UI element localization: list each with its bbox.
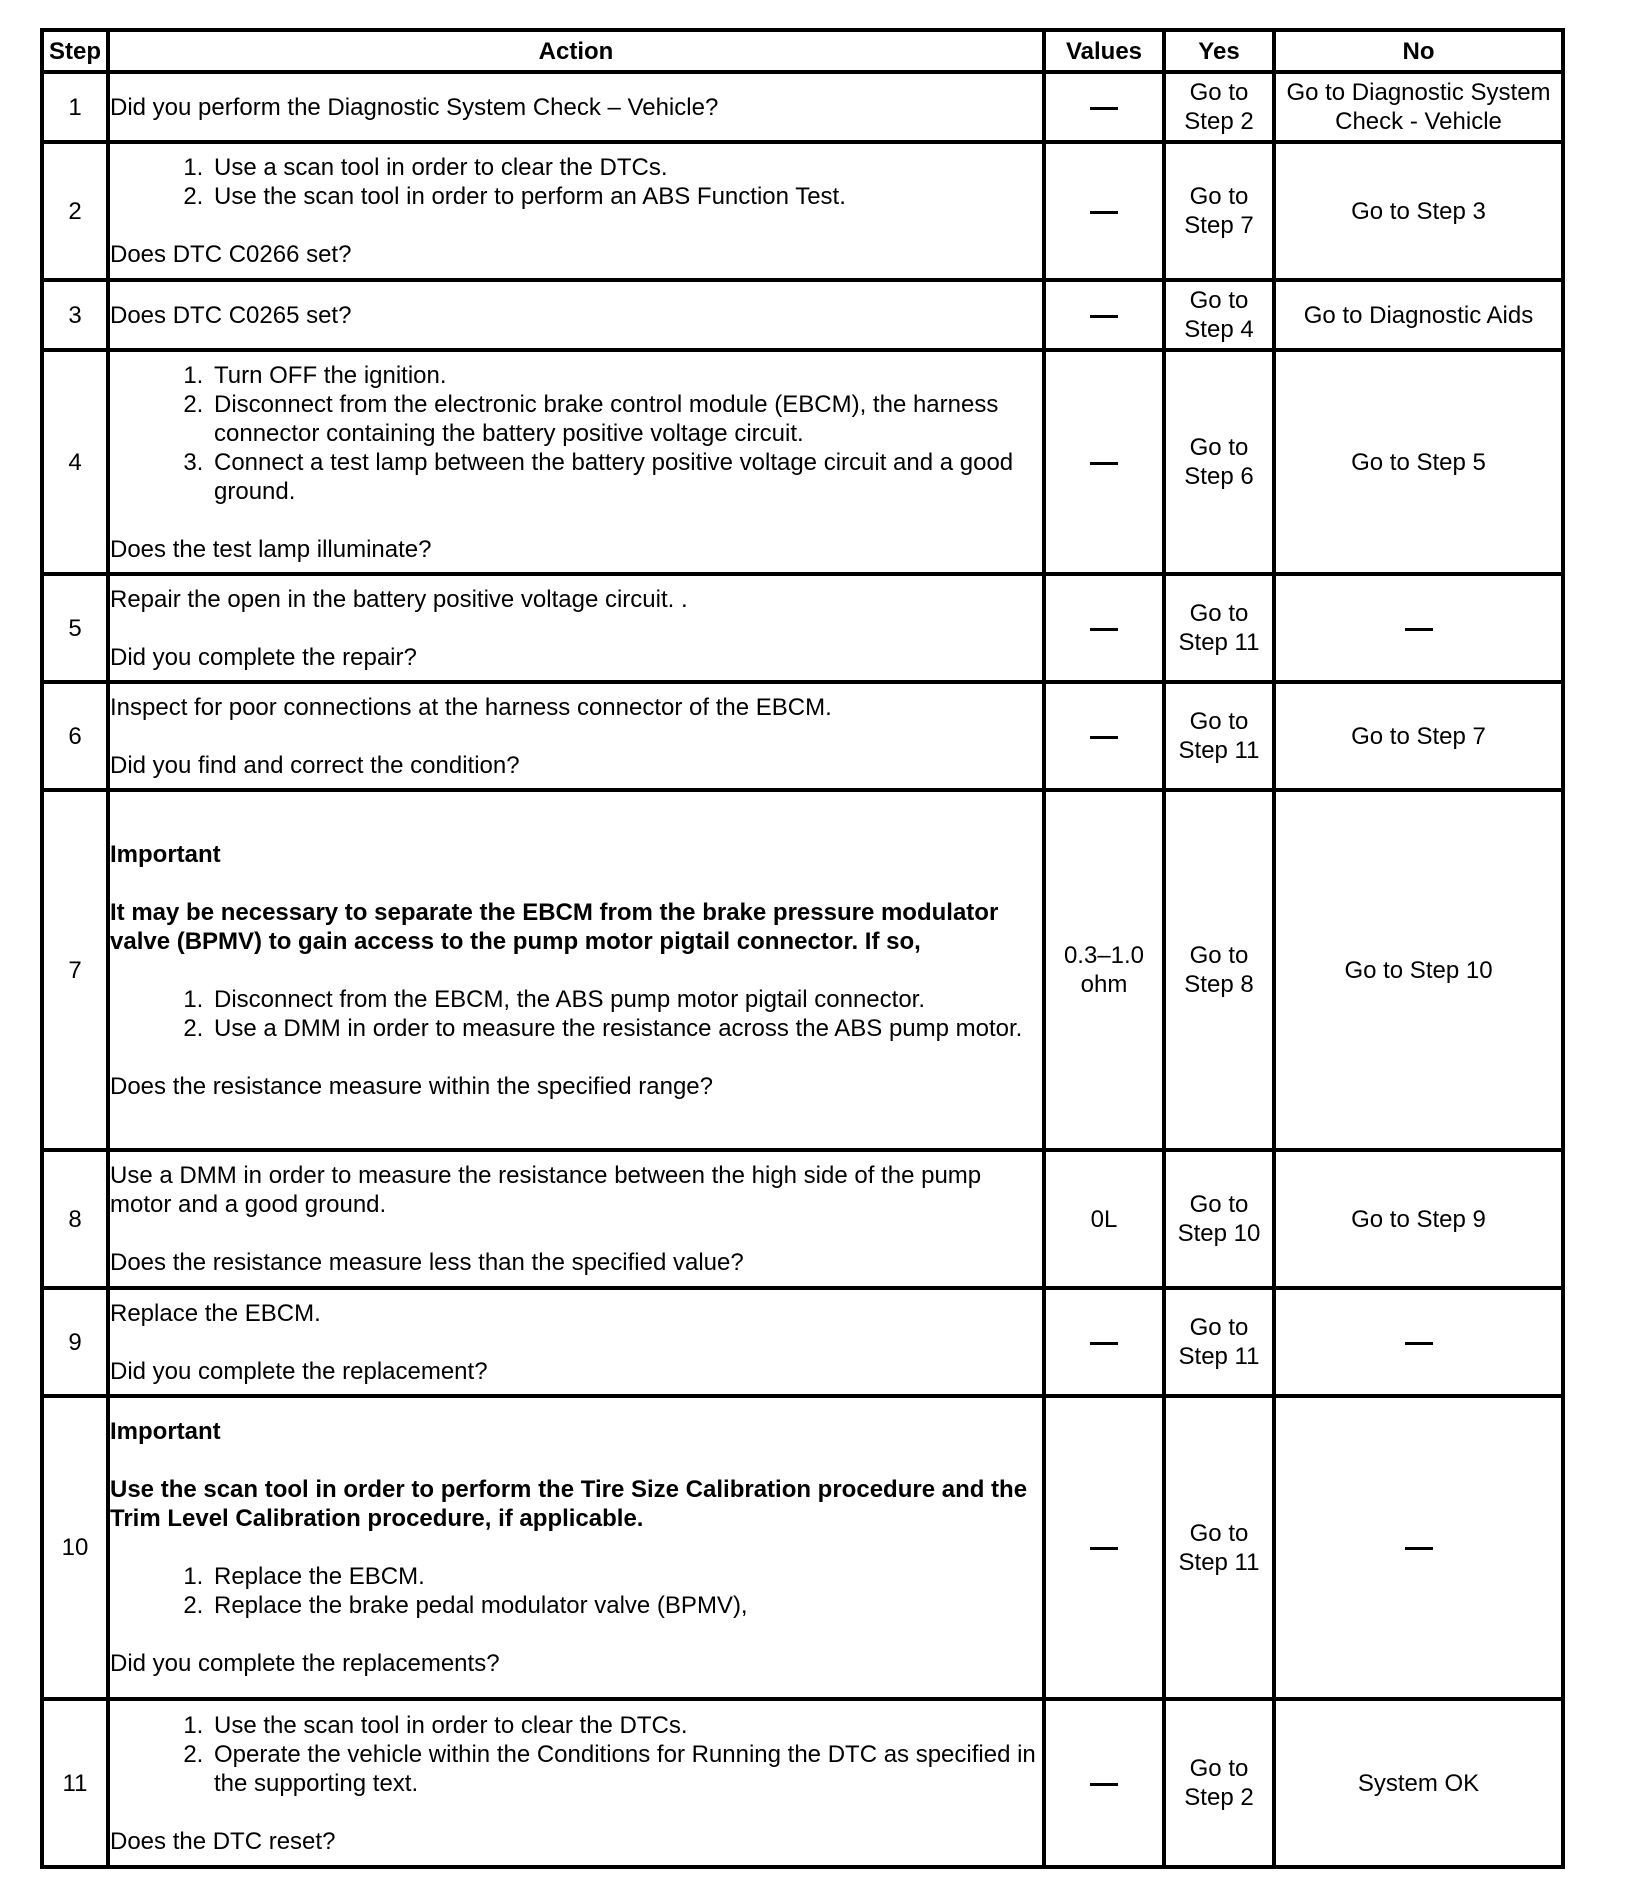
value-cell	[1044, 72, 1164, 142]
action-cell	[108, 1396, 1044, 1699]
dash-glyph	[1090, 315, 1118, 318]
value-cell	[1044, 1396, 1164, 1699]
no-cell: Go to Diagnostic Aids	[1274, 280, 1563, 350]
action-question: Does the test lamp illuminate?	[110, 535, 432, 563]
diagnostic-table	[40, 28, 1565, 1869]
step-number: 2	[42, 142, 108, 280]
important-note: It may be necessary to separate the EBCM from the brake pressure modulator valve (BPMV) to gain access to the pump motor pigtail connector. If so,	[110, 898, 999, 955]
step-number: 8	[42, 1150, 108, 1288]
dash-glyph	[1090, 1783, 1118, 1786]
action-text: Did you perform the Diagnostic System Check – Vehicle?	[110, 93, 719, 121]
action-cell	[108, 1288, 1044, 1396]
header-action: Action	[108, 30, 1044, 72]
yes-cell: Go to Step 2	[1164, 1699, 1274, 1867]
value-cell: 0.3–1.0 ohm	[1044, 790, 1164, 1150]
value-cell: 0L	[1044, 1150, 1164, 1288]
no-cell: Go to Step 5	[1274, 350, 1563, 574]
header-yes: Yes	[1164, 30, 1274, 72]
action-question: Does the resistance measure within the specified range?	[110, 1072, 713, 1100]
list-item: 1. Use a scan tool in order to clear the DTCs.	[210, 153, 1042, 182]
action-list	[110, 1711, 1042, 1798]
no-cell: Go to Step 9	[1274, 1150, 1563, 1288]
important-note: Use the scan tool in order to perform the Tire Size Calibration procedure and the Trim Level Calibration procedure, if applicable.	[110, 1476, 1028, 1532]
no-cell: Go to Step 10	[1274, 790, 1563, 1150]
table-row	[42, 1150, 1563, 1288]
dash-glyph	[1405, 628, 1433, 631]
yes-cell: Go to Step 11	[1164, 1288, 1274, 1396]
step-number: 3	[42, 280, 108, 350]
yes-cell: Go to Step 4	[1164, 280, 1274, 350]
value-cell	[1044, 574, 1164, 682]
yes-cell: Go to Step 10	[1164, 1150, 1274, 1288]
value-cell	[1044, 682, 1164, 790]
action-cell	[108, 1699, 1044, 1867]
dash-glyph	[1090, 462, 1118, 465]
action-question: Does DTC C0266 set?	[110, 241, 352, 268]
dash-glyph	[1090, 1342, 1118, 1345]
action-cell	[108, 280, 1044, 350]
yes-cell: Go to Step 11	[1164, 1396, 1274, 1699]
action-question: Does the resistance measure less than the specified value?	[110, 1249, 744, 1276]
list-item: 2. Disconnect from the electronic brake control module (EBCM), the harness connector containing the battery positive voltage circuit.	[210, 390, 1042, 448]
important-label: Important	[110, 840, 221, 868]
step-number: 6	[42, 682, 108, 790]
table-row	[42, 1288, 1563, 1396]
yes-cell: Go to Step 6	[1164, 350, 1274, 574]
table-row	[42, 350, 1563, 574]
value-cell	[1044, 350, 1164, 574]
action-question: Did you find and correct the condition?	[110, 751, 520, 779]
action-text: Does DTC C0265 set?	[110, 301, 352, 329]
table-row	[42, 1396, 1563, 1699]
action-text: Repair the open in the battery positive voltage circuit. .	[110, 585, 688, 613]
action-question: Did you complete the replacement?	[110, 1357, 488, 1385]
no-cell	[1274, 574, 1563, 682]
header-row	[42, 30, 1563, 72]
action-cell	[108, 142, 1044, 280]
step-number: 1	[42, 72, 108, 142]
list-item: 2. Operate the vehicle within the Conditions for Running the DTC as specified in the supporting text.	[210, 1740, 1042, 1798]
action-cell	[108, 574, 1044, 682]
action-list	[110, 361, 1042, 506]
header-values: Values	[1044, 30, 1164, 72]
list-item: 1. Disconnect from the EBCM, the ABS pump motor pigtail connector.	[210, 985, 1042, 1014]
diagnostic-table-container	[40, 28, 1565, 1869]
step-number: 5	[42, 574, 108, 682]
table-row	[42, 574, 1563, 682]
table-row	[42, 142, 1563, 280]
list-item: 1. Turn OFF the ignition.	[210, 361, 1042, 390]
action-text: Use a DMM in order to measure the resistance between the high side of the pump motor and a good ground.	[110, 1162, 982, 1218]
action-question: Did you complete the replacements?	[110, 1650, 500, 1677]
header-no: No	[1274, 30, 1563, 72]
no-cell: Go to Diagnostic System Check - Vehicle	[1274, 72, 1563, 142]
step-number: 9	[42, 1288, 108, 1396]
yes-cell: Go to Step 8	[1164, 790, 1274, 1150]
action-question: Did you complete the repair?	[110, 643, 417, 671]
no-cell: Go to Step 7	[1274, 682, 1563, 790]
dash-glyph	[1090, 628, 1118, 631]
table-row	[42, 280, 1563, 350]
yes-cell: Go to Step 11	[1164, 574, 1274, 682]
action-cell	[108, 350, 1044, 574]
action-list	[110, 1562, 1042, 1620]
table-row	[42, 682, 1563, 790]
value-cell	[1044, 1699, 1164, 1867]
action-list	[110, 153, 1042, 211]
dash-glyph	[1090, 211, 1118, 214]
list-item: 1. Replace the EBCM.	[210, 1562, 1042, 1591]
table-row	[42, 72, 1563, 142]
table-row	[42, 790, 1563, 1150]
no-cell: Go to Step 3	[1274, 142, 1563, 280]
dash-glyph	[1405, 1547, 1433, 1550]
no-cell: System OK	[1274, 1699, 1563, 1867]
no-cell	[1274, 1288, 1563, 1396]
value-cell	[1044, 280, 1164, 350]
action-cell	[108, 1150, 1044, 1288]
dash-glyph	[1090, 1547, 1118, 1550]
important-label: Important	[110, 1418, 221, 1445]
value-cell	[1044, 1288, 1164, 1396]
dash-glyph	[1090, 107, 1118, 110]
no-cell	[1274, 1396, 1563, 1699]
list-item: 2. Use the scan tool in order to perform an ABS Function Test.	[210, 182, 1042, 211]
action-cell	[108, 682, 1044, 790]
value-cell	[1044, 142, 1164, 280]
step-number: 10	[42, 1396, 108, 1699]
list-item: 3. Connect a test lamp between the battery positive voltage circuit and a good ground.	[210, 448, 1042, 506]
action-text: Inspect for poor connections at the harness connector of the EBCM.	[110, 693, 832, 721]
step-number: 4	[42, 350, 108, 574]
header-step: Step	[42, 30, 108, 72]
yes-cell: Go to Step 2	[1164, 72, 1274, 142]
yes-cell: Go to Step 7	[1164, 142, 1274, 280]
action-question: Does the DTC reset?	[110, 1827, 336, 1855]
action-text: Replace the EBCM.	[110, 1299, 321, 1327]
action-cell	[108, 790, 1044, 1150]
dash-glyph	[1405, 1342, 1433, 1345]
table-row	[42, 1699, 1563, 1867]
list-item: 1. Use the scan tool in order to clear the DTCs.	[210, 1711, 1042, 1740]
yes-cell: Go to Step 11	[1164, 682, 1274, 790]
dash-glyph	[1090, 736, 1118, 739]
action-list	[110, 985, 1042, 1043]
list-item: 2. Replace the brake pedal modulator valve (BPMV),	[210, 1591, 1042, 1620]
step-number: 7	[42, 790, 108, 1150]
list-item: 2. Use a DMM in order to measure the resistance across the ABS pump motor.	[210, 1014, 1042, 1043]
action-cell	[108, 72, 1044, 142]
step-number: 11	[42, 1699, 108, 1867]
